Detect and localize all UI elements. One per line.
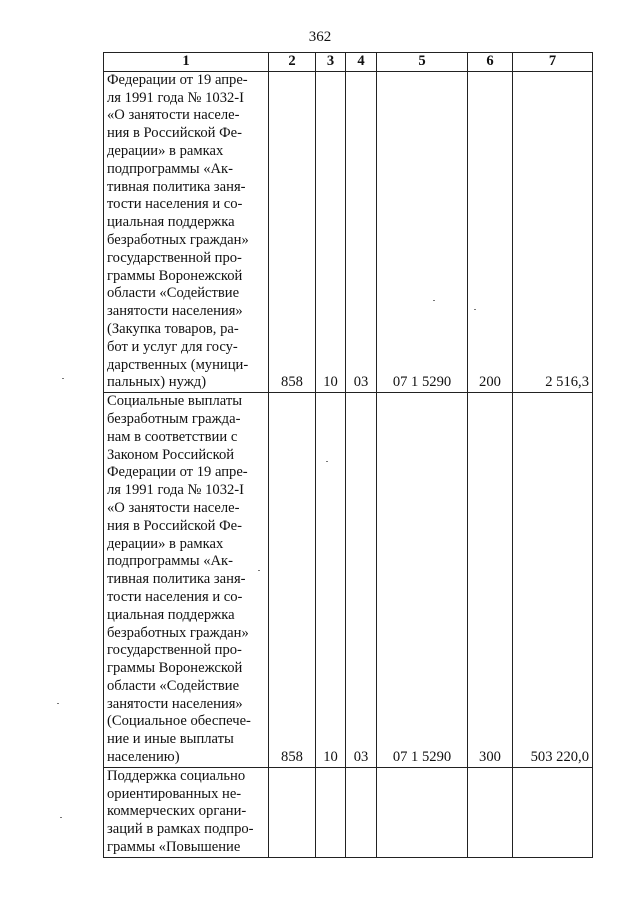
page-number: 362 (308, 29, 332, 45)
table-body (104, 71, 593, 857)
table-header (104, 53, 593, 72)
header-col-1: 1 (104, 53, 269, 72)
row-section: 10 (316, 71, 346, 392)
row-expense-type: 300 (468, 393, 513, 768)
row-ministry-code: 858 (269, 393, 316, 768)
scan-speck (258, 570, 260, 571)
row-amount: 2 516,3 (513, 71, 593, 392)
row-subsection: 03 (346, 393, 377, 768)
row-description: Поддержка социально ориентированных не- коммерческих органи- заций в рамках подпро- граммы «Повышение (104, 767, 269, 857)
table-row (104, 71, 593, 392)
row-section: 10 (316, 393, 346, 768)
header-col-5: 5 (377, 53, 468, 72)
table-row (104, 393, 593, 768)
row-amount (513, 767, 593, 857)
row-subsection: 03 (346, 71, 377, 392)
scan-speck (62, 378, 64, 379)
header-col-2: 2 (269, 53, 316, 72)
budget-table (103, 52, 593, 858)
scan-speck (474, 309, 476, 310)
header-col-3: 3 (316, 53, 346, 72)
scan-speck (57, 703, 59, 704)
row-section (316, 767, 346, 857)
header-col-7: 7 (513, 53, 593, 72)
row-subsection (346, 767, 377, 857)
header-col-6: 6 (468, 53, 513, 72)
row-ministry-code (269, 767, 316, 857)
row-target-article (377, 767, 468, 857)
row-expense-type (468, 767, 513, 857)
scan-speck (60, 817, 62, 818)
header-row (104, 53, 593, 72)
row-ministry-code: 858 (269, 71, 316, 392)
scan-speck (326, 461, 328, 462)
header-col-4: 4 (346, 53, 377, 72)
row-amount: 503 220,0 (513, 393, 593, 768)
row-target-article: 07 1 5290 (377, 71, 468, 392)
table-row (104, 767, 593, 857)
row-target-article: 07 1 5290 (377, 393, 468, 768)
row-description: Федерации от 19 апре- ля 1991 года № 1032-I «О занятости населе- ния в Российской Фе- дерации» в рамках подпрограммы «Ак- тивная политика заня- тости населения и со- циальная поддержка безработных граждан» государственной про- граммы Воронежской области «Содействие занятости населения» (Закупка товаров, ра- бот и услуг для госу- дарственных (муници- пальных) нужд) (104, 71, 269, 392)
scan-speck (433, 300, 435, 301)
row-description: Социальные выплаты безработным гражда- нам в соответствии с Законом Российской Федерации от 19 апре- ля 1991 года № 1032-I «О занятости населе- ния в Российской Фе- дерации» в рамках подпрограммы «Ак- тивная политика заня- тости населения и со- циальная поддержка безработных граждан» государственной про- граммы Воронежской области «Содействие занятости населения» (Социальное обеспече- ние и иные выплаты населению) (104, 393, 269, 768)
row-expense-type: 200 (468, 71, 513, 392)
